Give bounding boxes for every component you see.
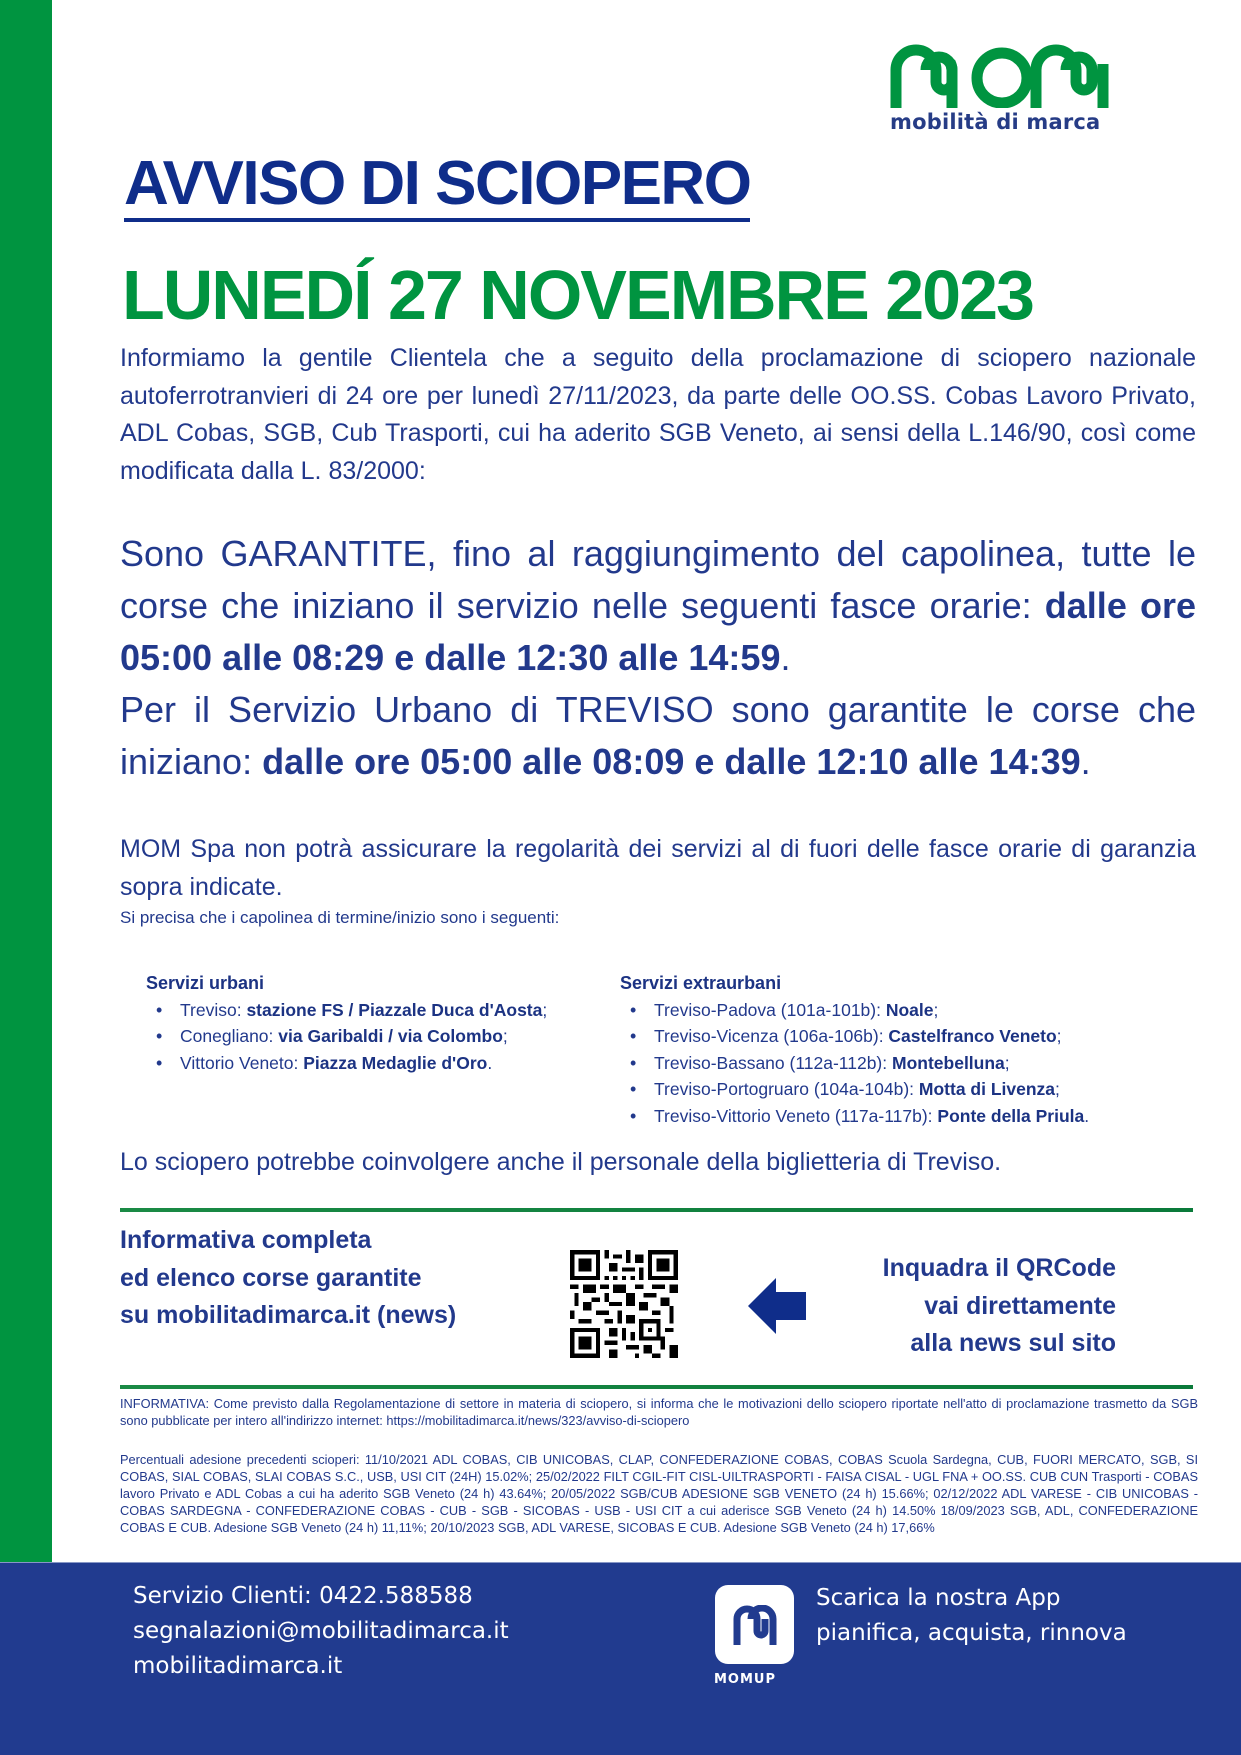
green-side-stripe (0, 0, 52, 1562)
item-end: ; (1055, 1079, 1060, 1099)
customer-service-phone[interactable]: Servizio Clienti: 0422.588588 (133, 1583, 473, 1609)
item-value: via Garibaldi / via Colombo (278, 1026, 503, 1046)
item-value: Ponte della Priula (937, 1105, 1085, 1126)
urban-services (146, 970, 547, 1076)
guarantee-end-2: . (1080, 741, 1091, 782)
item-label: Treviso-Portogruaro (104a-104b): (654, 1079, 919, 1099)
item-label: Conegliano: (180, 1026, 279, 1046)
info-line: ed elenco corse garantite (120, 1263, 422, 1292)
list-item (156, 1050, 547, 1077)
disclaimer: MOM Spa non potrà assicurare la regolarità dei servizi al di fuori delle fasce orarie di garanzia sopra indicate. (120, 835, 1196, 901)
logo-tagline: mobilità di marca (890, 110, 1101, 134)
qr-info-left (120, 1222, 456, 1335)
terminus-note: Si precisa che i capolinea di termine/inizio sono i seguenti: (120, 908, 560, 927)
guarantee-text-1: Sono GARANTITE, fino al raggiungimento del capolinea, tutte le corse che iniziano il servizio nelle seguenti fasce orarie: (120, 533, 1196, 626)
app-promo (816, 1581, 1127, 1651)
guarantee-hours-2: dalle ore 05:00 alle 08:09 e dalle 12:10 alle 14:39 (262, 741, 1081, 782)
item-value: Motta di Livenza (918, 1079, 1056, 1099)
list-item (630, 1103, 1089, 1130)
item-label: Treviso-Vicenza (106a-106b): (654, 1026, 889, 1046)
app-promo-line: Scarica la nostra App (816, 1585, 1061, 1611)
extraurban-heading: Servizi extraurbani (620, 973, 782, 993)
list-item (630, 1076, 1089, 1103)
item-value: Montebelluna (892, 1052, 1005, 1073)
ticket-office-note: Lo sciopero potrebbe coinvolgere anche il personale della biglietteria di Treviso. (120, 1148, 1002, 1176)
item-end: ; (502, 1026, 508, 1046)
intro-paragraph: Informiamo la gentile Clientela che a seguito della proclamazione di sciopero nazionale autoferrotranvieri di 24 ore per lunedì 27/11/2023, da parte delle OO.SS. Cobas Lavoro Privato, ADL Cobas, SGB, Cub Trasporti, cui ha aderito SGB Veneto, ai sensi della L.146/90, così come modificata dalla L. 83/2000: (120, 344, 1196, 485)
extraurban-services (620, 970, 1089, 1129)
list-item (156, 1023, 547, 1050)
divider-bottom (120, 1385, 1193, 1389)
item-label: Treviso-Bassano (112a-112b): (654, 1052, 892, 1073)
guarantee-text-2: Per il Servizio Urbano di TREVISO sono garantite le corse che iniziano: (120, 689, 1196, 782)
report-email[interactable]: segnalazioni@mobilitadimarca.it (133, 1618, 509, 1644)
website-link[interactable]: mobilitadimarca.it (133, 1653, 343, 1679)
item-value: Piazza Medaglie d'Oro (303, 1052, 488, 1073)
informativa-text: INFORMATIVA: Come previsto dalla Regolamentazione di settore in materia di sciopero, si informa che le motivazioni dello sciopero riportate nell'atto di proclamazione trasmetto da SGB sono pubblicate per intero all'indirizzo internet: https://mobilitadimarca.it/news/323/avviso-di-sciopero (120, 1396, 1198, 1428)
info-line: alla news sul sito (910, 1329, 1116, 1357)
list-item (630, 997, 1089, 1024)
app-name: MOMUP (714, 1672, 777, 1687)
info-line: Inquadra il QRCode (882, 1254, 1116, 1282)
divider-top (120, 1208, 1193, 1212)
guarantee-hours-1: dalle ore 05:00 alle 08:29 e dalle 12:30 alle 14:59 (120, 585, 1197, 678)
info-line: Informativa completa (120, 1226, 372, 1254)
page-title: AVVISO DI SCIOPERO (124, 150, 750, 222)
mom-logo (890, 44, 1120, 134)
item-value: stazione FS / Piazzale Duca d'Aosta (246, 999, 543, 1020)
item-label: Treviso: (180, 999, 247, 1020)
arrow-left-icon (748, 1278, 806, 1334)
adhesion-percentages: Percentuali adesione precedenti scioperi: 11/10/2021 ADL COBAS, CIB UNICOBAS, CLAP, CONFEDERAZIONE COBAS, COBAS Scuola Sardegna, CUB, FUORI MERCATO, SGB, SI COBAS, SIAL COBAS, SLAI COBAS S.C., USB, USI CIT (24H) 15.02%; 25/02/2022 FILT CGIL-FIT CISL-UILTRASPORTI - FAISA CISAL - UGL FNA + OO.SS. CUB CUN Trasporti - COBAS lavoro Privato e ADL Cobas a cui ha aderito SGB Veneto (24 h) 43.64%; 20/05/2022 SGB/CUB ADESIONE SGB VENETO (24 h) 15.66%; 02/12/2022 ADL VARESE - CIB UNICOBAS - COBAS SARDEGNA - CONFEDERAZIONE COBAS - CUB - SGB - SICOBAS - USB - USI CIT a cui aderisce SGB Veneto (24 h) 14.50% 18/09/2023 SGB, ADL, CONFEDERAZIONE COBAS E CUB. Adesione SGB Veneto (24 h) 11,11%; 20/10/2023 SGB, ADL VARESE, SICOBAS E CUB. Adesione SGB Veneto (24 h) 17,66% (120, 1452, 1198, 1535)
mom-logo-icon (890, 44, 1114, 108)
item-label: Treviso-Padova (101a-101b): (654, 999, 886, 1020)
item-end: . (1084, 1105, 1090, 1126)
info-line: vai direttamente (924, 1291, 1116, 1320)
list-item (156, 997, 547, 1024)
list-item (630, 1050, 1089, 1077)
item-end: ; (933, 999, 939, 1020)
info-line: su mobilitadimarca.it (news) (120, 1301, 457, 1329)
item-end: . (487, 1052, 493, 1073)
item-label: Treviso-Vittorio Veneto (117a-117b): (654, 1105, 938, 1126)
item-end: ; (542, 999, 548, 1020)
strike-date: LUNEDÍ 27 NOVEMBRE 2023 (122, 256, 1033, 334)
list-item (630, 1023, 1089, 1050)
item-value: Noale (885, 999, 934, 1020)
guaranteed-times (120, 528, 1196, 788)
footer (0, 1562, 1241, 1755)
app-promo-line: pianifica, acquista, rinnova (816, 1620, 1127, 1646)
momup-logo-icon (733, 1605, 777, 1645)
urban-heading: Servizi urbani (146, 973, 265, 993)
guarantee-end-1: . (780, 637, 791, 678)
item-end: ; (1004, 1052, 1010, 1073)
item-label: Vittorio Veneto: (180, 1052, 304, 1073)
contacts (133, 1579, 509, 1684)
momup-app-icon[interactable] (715, 1585, 794, 1664)
qr-info-right (883, 1250, 1116, 1363)
qr-code-icon[interactable] (570, 1250, 678, 1358)
item-value: Castelfranco Veneto (888, 1026, 1057, 1046)
item-end: ; (1056, 1026, 1062, 1046)
